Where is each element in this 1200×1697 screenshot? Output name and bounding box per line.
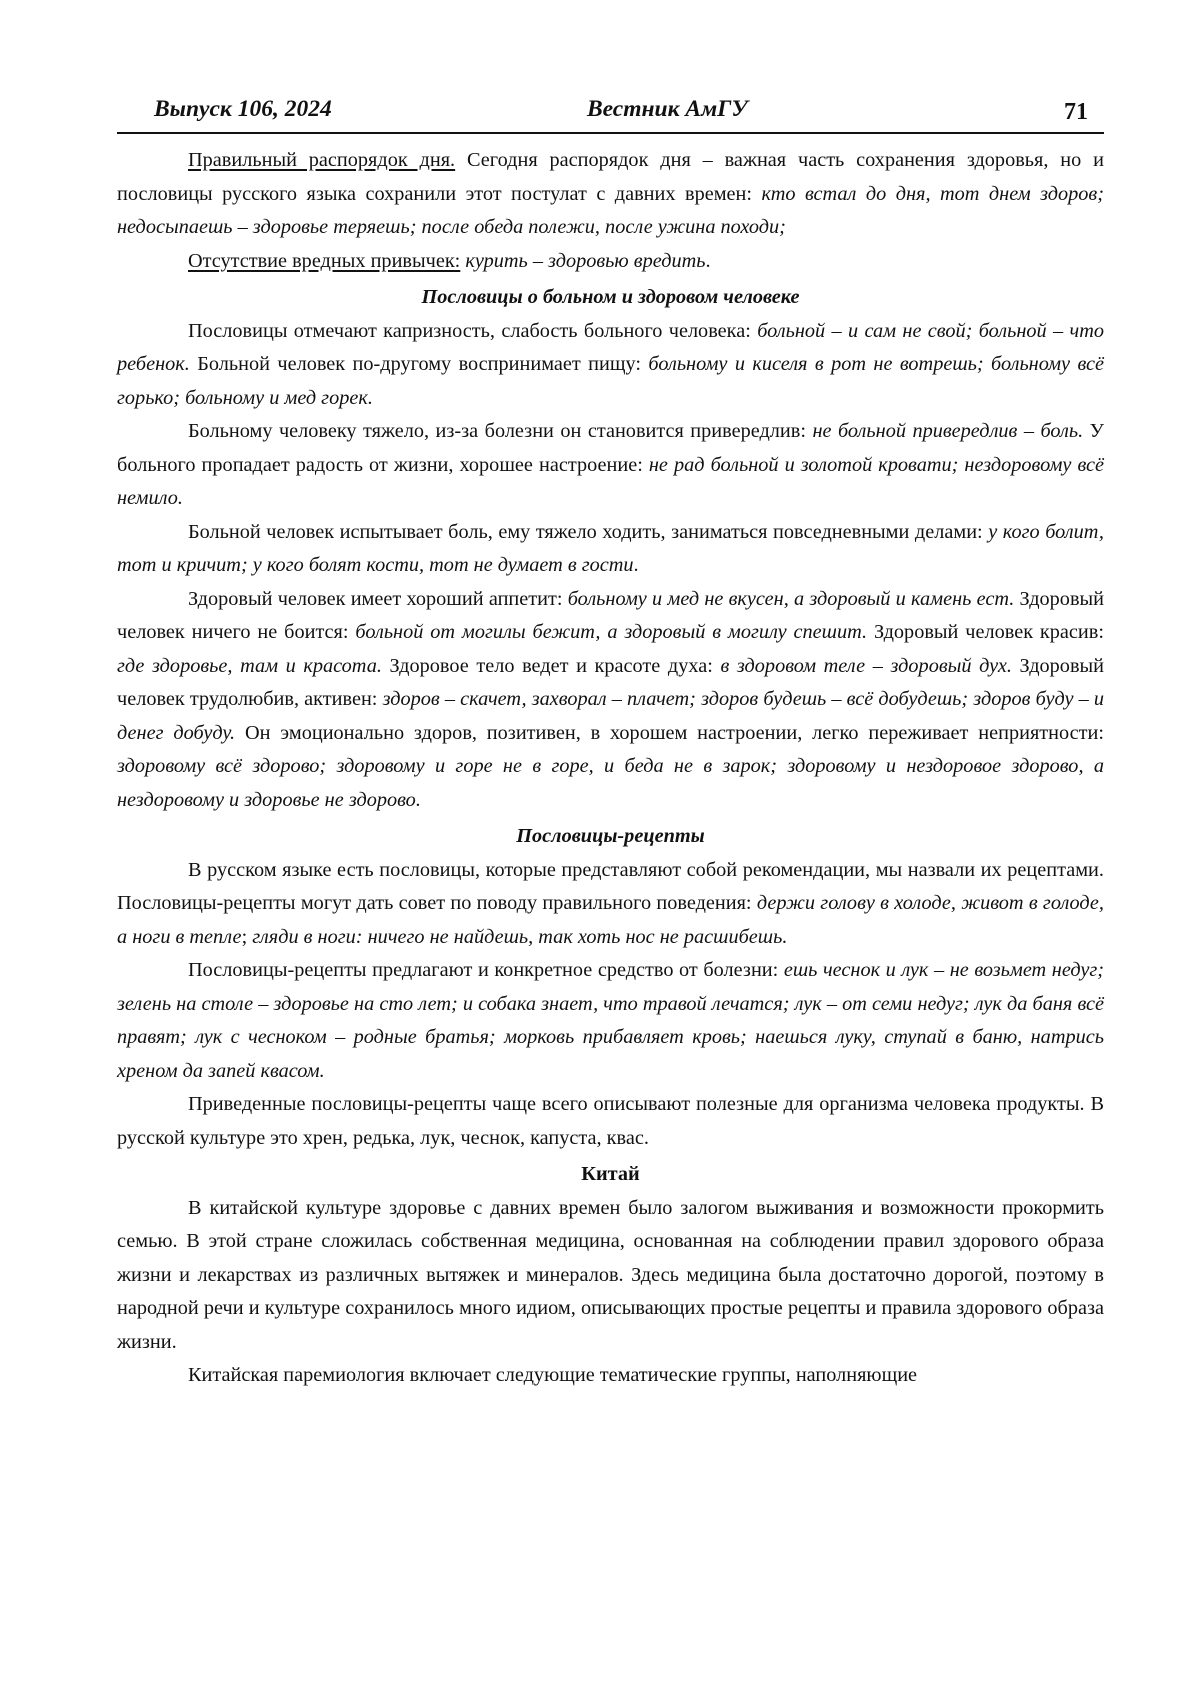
proverb-text: больной – и сам не свой; больной – что ребенок. — [117, 319, 1104, 375]
proverb-text: у кого болит, тот и кричит; у кого болят кости, тот не думает в гости — [117, 520, 1105, 576]
issue-label: Выпуск 106, 2024 — [154, 96, 332, 122]
paragraph-text: . — [705, 249, 711, 272]
proverb-text: больной от могилы бежит, а здоровый в могилу спешит. — [355, 621, 868, 643]
paragraph-text: ; — [241, 925, 253, 948]
proverb-text: ешь чеснок и лук – не возьмет недуг; зелень на столе – здоровье на сто лет; и собака знает, что травой лечатся; лук – от семи недуг; лук да баня всё правят; лук с чесноком – родные братья; морковь прибавляет кровь; наешься луку, ступай в баню, натрись хреном да запей квасом. — [117, 959, 1104, 1082]
paragraph-text: . — [633, 554, 639, 576]
running-header — [117, 84, 1104, 134]
proverb-text: здоровому всё здорово; здоровому и горе не в горе, и беда не в зарок; здоровому и нездоровое здорово, а нездоровому и здоровье не здорово. — [117, 755, 1104, 811]
paragraph-text: Сегодня распорядок дня – важная часть сохранения здоровья, но и пословицы русского языка сохранили этот постулат с давних времен: — [117, 149, 1104, 205]
paragraph-text: Здоровый человек ничего не боится: — [117, 587, 1105, 643]
paragraph-text: Здоровый человек трудолюбив, активен: — [117, 654, 1104, 710]
proverb-text: гляди в ноги: ничего не найдешь, так хоть нос не расшибешь. — [252, 925, 788, 948]
paragraph-text: Здоровый человек имеет хороший аппетит: — [188, 587, 568, 610]
proverb-text: не больной привередлив – боль. — [812, 420, 1084, 442]
paragraph-text: В русском языке есть пословицы, которые представляют собой рекомендации, мы назвали их рецептами. Пословицы-рецепты могут дать совет по поводу правильного поведения: — [117, 858, 1104, 914]
section-heading-sick-healthy: Пословицы о больном и здоровом человеке — [421, 286, 800, 308]
paragraph — [117, 954, 1104, 1088]
paragraph-text: Больной человек по-другому воспринимает пищу: — [189, 353, 649, 375]
proverb-text: держи голову в холоде, живот в голоде, а ноги в тепле — [117, 892, 1104, 948]
paragraph-bad-habits — [117, 245, 1104, 279]
paragraph-text: Он эмоционально здоров, позитивен, в хорошем настроении, легко переживает неприятности: — [235, 721, 1104, 744]
section-heading-recipes: Пословицы-рецепты — [516, 825, 705, 847]
journal-title: Вестник АмГУ — [587, 96, 748, 122]
paragraph: В китайской культуре здоровье с давних времен было залогом выживания и возможности прокормить семью. В этой стране сложилась собственная медицина, основанная на соблюдении правил здорового образа жизни и лекарствах из различных вытяжек и минералов. Здесь медицина была достаточно дорогой, поэтому в народной речи и культуре сохранилось много идиом, описывающих простые рецепты и правила здорового образа жизни. — [117, 1196, 1104, 1353]
proverb-text: где здоровье, там и красота. — [117, 654, 382, 677]
proverb-text: больному и мед не вкусен, а здоровый и камень ест. — [567, 587, 1015, 610]
paragraph — [117, 583, 1104, 818]
paragraph — [117, 854, 1104, 955]
paragraph — [117, 315, 1104, 416]
paragraph-text: Здоровый человек красив: — [867, 621, 1104, 643]
paragraph-label: Правильный распорядок дня. — [188, 149, 456, 171]
article-body — [117, 144, 1104, 1393]
paragraph — [117, 415, 1104, 516]
proverb-text: больному и киселя в рот не вотрешь; больному всё горько; больному и мед горек. — [117, 353, 1104, 409]
paragraph-text: Пословицы-рецепты предлагают и конкретное средство от болезни: — [188, 959, 784, 981]
proverb-text: не рад больной и золотой кровати; нездоровому всё немило. — [117, 453, 1104, 509]
paragraph-daily-routine — [117, 144, 1104, 245]
paragraph-text: Больному человеку тяжело, из-за болезни он становится привередлив: — [188, 420, 813, 442]
paragraph: Приведенные пословицы-рецепты чаще всего описывают полезные для организма человека продукты. В русской культуре это хрен, редька, лук, чеснок, капуста, квас. — [117, 1093, 1104, 1149]
paragraph-text: Больной человек испытывает боль, ему тяжело ходить, заниматься повседневными делами: — [188, 520, 989, 543]
paragraph-text: У больного пропадает радость от жизни, хорошее настроение: — [117, 420, 1104, 476]
paragraph-label: Отсутствие вредных привычек: — [188, 249, 461, 272]
page-number: 71 — [1064, 99, 1088, 125]
proverb-text: кто встал до дня, тот днем здоров; недосыпаешь – здоровье теряешь; после обеда полежи, после ужина походи; — [117, 182, 1104, 238]
paragraph: Китайская паремиология включает следующие тематические группы, наполняющие — [188, 1364, 918, 1386]
proverb-text: курить – здоровью вредить — [460, 249, 706, 272]
paragraph-text: Пословицы отмечают капризность, слабость больного человека: — [188, 319, 758, 342]
proverb-text: здоров – скачет, захворал – плачет; здоров будешь – всё добудешь; здоров буду – и денег добуду. — [117, 688, 1104, 744]
section-heading-china: Китай — [581, 1163, 640, 1185]
paragraph-text: Здоровое тело ведет и красоте духа: — [381, 654, 721, 677]
paragraph — [117, 516, 1104, 583]
proverb-text: в здоровом теле – здоровый дух. — [720, 654, 1012, 677]
